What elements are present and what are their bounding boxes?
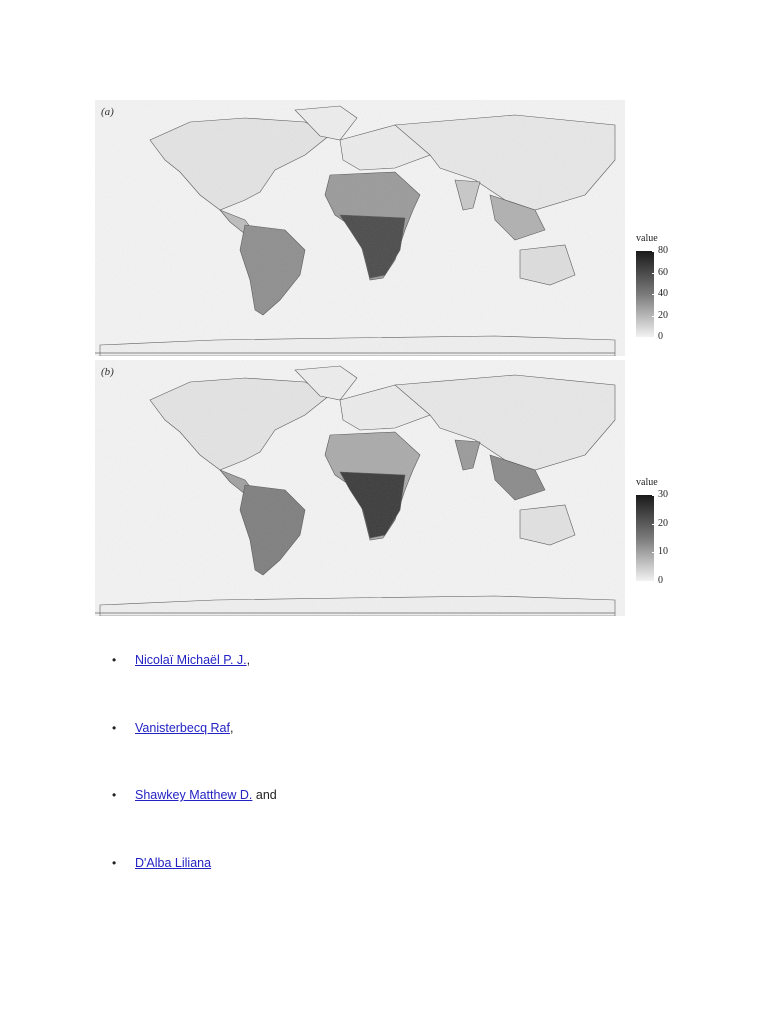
legend-tick-label: 30: [658, 489, 668, 500]
author-item: [112, 718, 277, 786]
legend-b: [636, 477, 696, 592]
legend-tickmark: [652, 316, 656, 317]
legend-tick-label: 20: [658, 517, 668, 529]
legend-tickmark: [652, 552, 656, 553]
legend-a: [636, 233, 696, 348]
legend-tick-label: 60: [658, 266, 668, 278]
author-item: [112, 853, 277, 921]
legend-tickmark: [652, 495, 656, 496]
map-texture: [95, 100, 625, 356]
author-suffix: ,: [246, 653, 251, 667]
bullet-icon: •: [112, 720, 117, 735]
author-suffix: and: [252, 788, 277, 802]
author-link-nicolai[interactable]: Nicolaï Michaël P. J.: [135, 653, 247, 667]
author-link-dalba[interactable]: D'Alba Liliana: [135, 855, 212, 870]
author-link-vanisterbecq[interactable]: Vanisterbecq Raf: [135, 720, 230, 735]
legend-tick-label: 0: [658, 575, 663, 586]
author-list: [112, 650, 277, 920]
author-suffix: ,: [229, 720, 234, 735]
legend-title-b: value: [636, 477, 658, 488]
legend-tickmark: [652, 251, 656, 252]
map-panel-b: [95, 360, 625, 616]
legend-tick-label: 10: [658, 546, 668, 558]
legend-colorbar-b: [636, 495, 654, 581]
map-texture: [95, 360, 625, 616]
author-item: [112, 785, 277, 853]
author-item: [112, 650, 277, 718]
legend-tickmark: [652, 581, 656, 582]
bullet-icon: •: [112, 788, 117, 802]
legend-title-a: value: [636, 233, 658, 244]
author-link-shawkey[interactable]: Shawkey Matthew D.: [135, 788, 253, 802]
legend-tickmark: [652, 294, 656, 295]
world-map-a: [95, 100, 625, 356]
legend-tickmark: [652, 273, 656, 274]
panel-label-b: (b): [101, 366, 114, 378]
bullet-icon: •: [112, 653, 117, 667]
legend-tick-label: 20: [658, 309, 668, 321]
world-map-b: [95, 360, 625, 616]
legend-tick-label: 80: [658, 245, 668, 256]
legend-tickmark: [652, 524, 656, 525]
bullet-icon: •: [112, 855, 117, 870]
legend-tick-label: 0: [658, 331, 663, 342]
legend-tickmark: [652, 337, 656, 338]
legend-tick-label: 40: [658, 288, 668, 299]
map-panel-a: [95, 100, 625, 356]
panel-label-a: (a): [101, 106, 114, 118]
